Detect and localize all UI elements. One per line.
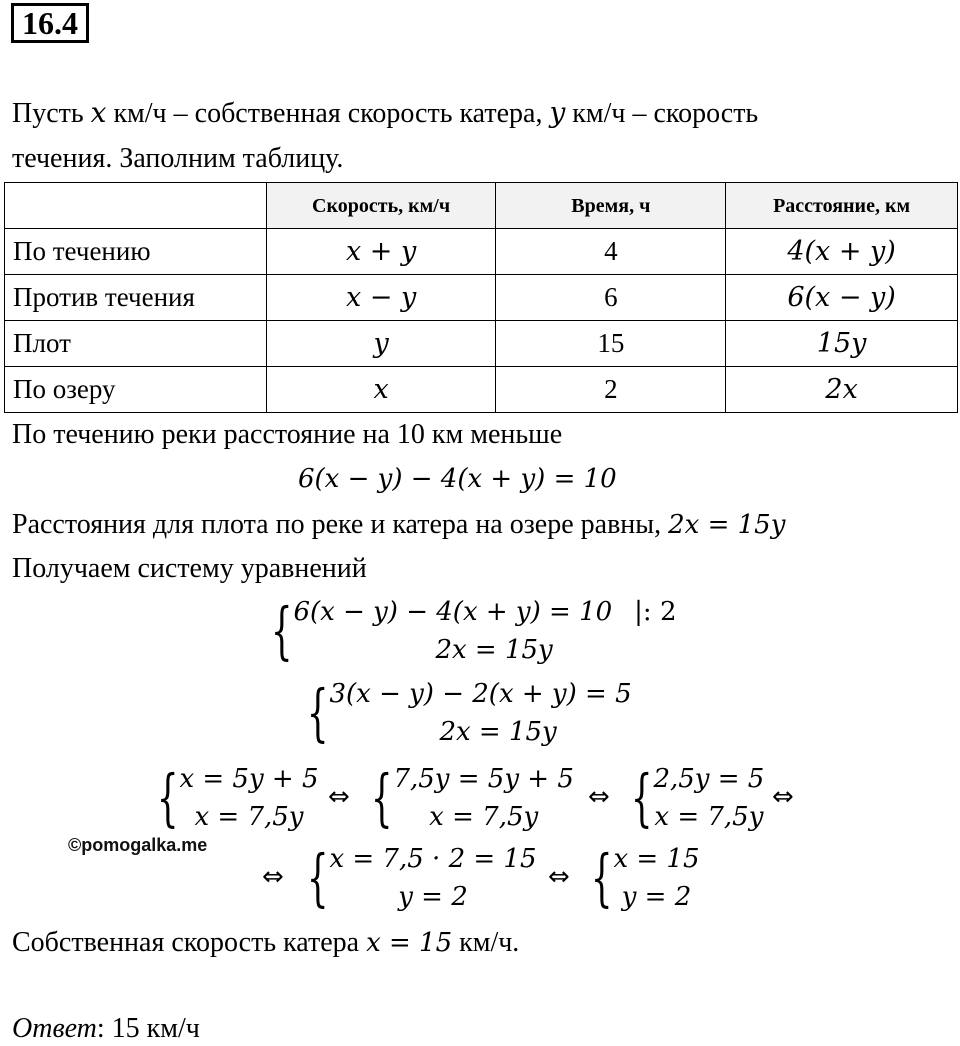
table-cell-time: 15 bbox=[496, 321, 726, 367]
problem-number: 16.4 bbox=[11, 3, 89, 43]
answer-label: Ответ bbox=[12, 1013, 97, 1044]
system-6 bbox=[298, 840, 537, 916]
system-2-line-2: 2x = 15y bbox=[439, 717, 557, 747]
brace-icon: { bbox=[370, 761, 393, 834]
table-cell-time: 2 bbox=[496, 367, 726, 413]
system-7-line-1: x = 15 bbox=[613, 844, 700, 874]
table-header-row bbox=[5, 183, 958, 229]
conclusion-text: Собственная скорость катера bbox=[12, 927, 367, 958]
answer-value: : 15 км/ч bbox=[96, 1013, 200, 1044]
table-cell-label: По озеру bbox=[5, 367, 267, 413]
text-downstream: По течению реки расстояние на 10 км меньше bbox=[12, 419, 563, 450]
watermark: ©pomogalka.me bbox=[68, 835, 208, 855]
system-3 bbox=[148, 760, 319, 836]
intro-var-x: x bbox=[90, 96, 107, 129]
equivalence-icon: ⇔ bbox=[772, 782, 794, 812]
table-cell-speed: x − y bbox=[266, 275, 496, 321]
brace-icon: { bbox=[590, 841, 613, 914]
conclusion bbox=[12, 926, 519, 960]
intro-text-b: км/ч – собственная скорость катера, bbox=[106, 98, 550, 129]
system-2 bbox=[298, 675, 632, 751]
table-cell-speed: x bbox=[266, 367, 496, 413]
table-row bbox=[5, 321, 958, 367]
system-3-line-1: x = 5y + 5 bbox=[179, 764, 319, 794]
table-cell-distance: 15y bbox=[726, 321, 958, 367]
system-6-line-1: x = 7,5 · 2 = 15 bbox=[329, 844, 537, 874]
table-cell-distance: 4(x + y) bbox=[726, 229, 958, 275]
equivalence-icon: ⇔ bbox=[262, 862, 284, 892]
conclusion-unit: км/ч. bbox=[452, 927, 520, 958]
table-cell-speed: x + y bbox=[266, 229, 496, 275]
brace-icon: { bbox=[306, 676, 329, 749]
brace-icon: { bbox=[630, 761, 653, 834]
equivalence-icon: ⇔ bbox=[328, 782, 350, 812]
table-row bbox=[5, 229, 958, 275]
equivalence-icon: ⇔ bbox=[588, 782, 610, 812]
data-table bbox=[4, 182, 958, 413]
table-row bbox=[5, 367, 958, 413]
table-header-time: Время, ч bbox=[496, 183, 726, 229]
system-5-line-2: x = 7,5y bbox=[654, 802, 764, 832]
system-3-line-2: x = 7,5y bbox=[194, 802, 304, 832]
table-cell-time: 4 bbox=[496, 229, 726, 275]
table-cell-label: Против течения bbox=[5, 275, 267, 321]
table-row bbox=[5, 275, 958, 321]
system-7 bbox=[582, 840, 700, 916]
table-header-distance: Расстояние, км bbox=[726, 183, 958, 229]
system-1-line-2: 2x = 15y bbox=[435, 635, 553, 665]
system-6-line-2: y = 2 bbox=[398, 882, 468, 912]
equation-main: 6(x − y) − 4(x + y) = 10 bbox=[298, 464, 617, 494]
system-7-line-2: y = 2 bbox=[621, 882, 692, 912]
system-4 bbox=[362, 760, 574, 836]
intro-var-y: y bbox=[549, 96, 566, 129]
system-2-line-1: 3(x − y) − 2(x + y) = 5 bbox=[329, 679, 632, 709]
intro-text-c: км/ч – скорость bbox=[565, 98, 759, 129]
system-4-line-1: 7,5y = 5y + 5 bbox=[393, 764, 574, 794]
system-5-line-1: 2,5y = 5 bbox=[653, 764, 765, 794]
intro-line-2: течения. Заполним таблицу. bbox=[12, 143, 344, 174]
table-cell-distance: 6(x − y) bbox=[726, 275, 958, 321]
text-system-heading: Получаем систему уравнений bbox=[12, 553, 367, 584]
equation-equal: 2x = 15y bbox=[668, 510, 786, 540]
table-cell-label: Плот bbox=[5, 321, 267, 367]
brace-icon: { bbox=[156, 761, 179, 834]
table-cell-speed: y bbox=[266, 321, 496, 367]
table-cell-label: По течению bbox=[5, 229, 267, 275]
text-equal-distances bbox=[12, 508, 785, 542]
table-header-empty bbox=[5, 183, 267, 229]
system-1-note: |: 2 bbox=[634, 597, 677, 627]
table-header-speed: Скорость, км/ч bbox=[266, 183, 496, 229]
intro-line-1 bbox=[12, 96, 758, 131]
system-1 bbox=[262, 593, 676, 669]
table-cell-distance: 2x bbox=[726, 367, 958, 413]
system-1-line-1: 6(x − y) − 4(x + y) = 10 |: 2 bbox=[293, 597, 677, 627]
system-5 bbox=[622, 760, 764, 836]
table-cell-time: 6 bbox=[496, 275, 726, 321]
intro-text-a: Пусть bbox=[12, 98, 91, 129]
brace-icon: { bbox=[306, 841, 329, 914]
brace-icon: { bbox=[270, 594, 293, 667]
conclusion-math: x = 15 bbox=[366, 928, 453, 958]
system-4-line-2: x = 7,5y bbox=[429, 802, 539, 832]
text-equal-label: Расстояния для плота по реке и катера на озере равны, bbox=[12, 509, 669, 540]
equivalence-icon: ⇔ bbox=[548, 862, 570, 892]
